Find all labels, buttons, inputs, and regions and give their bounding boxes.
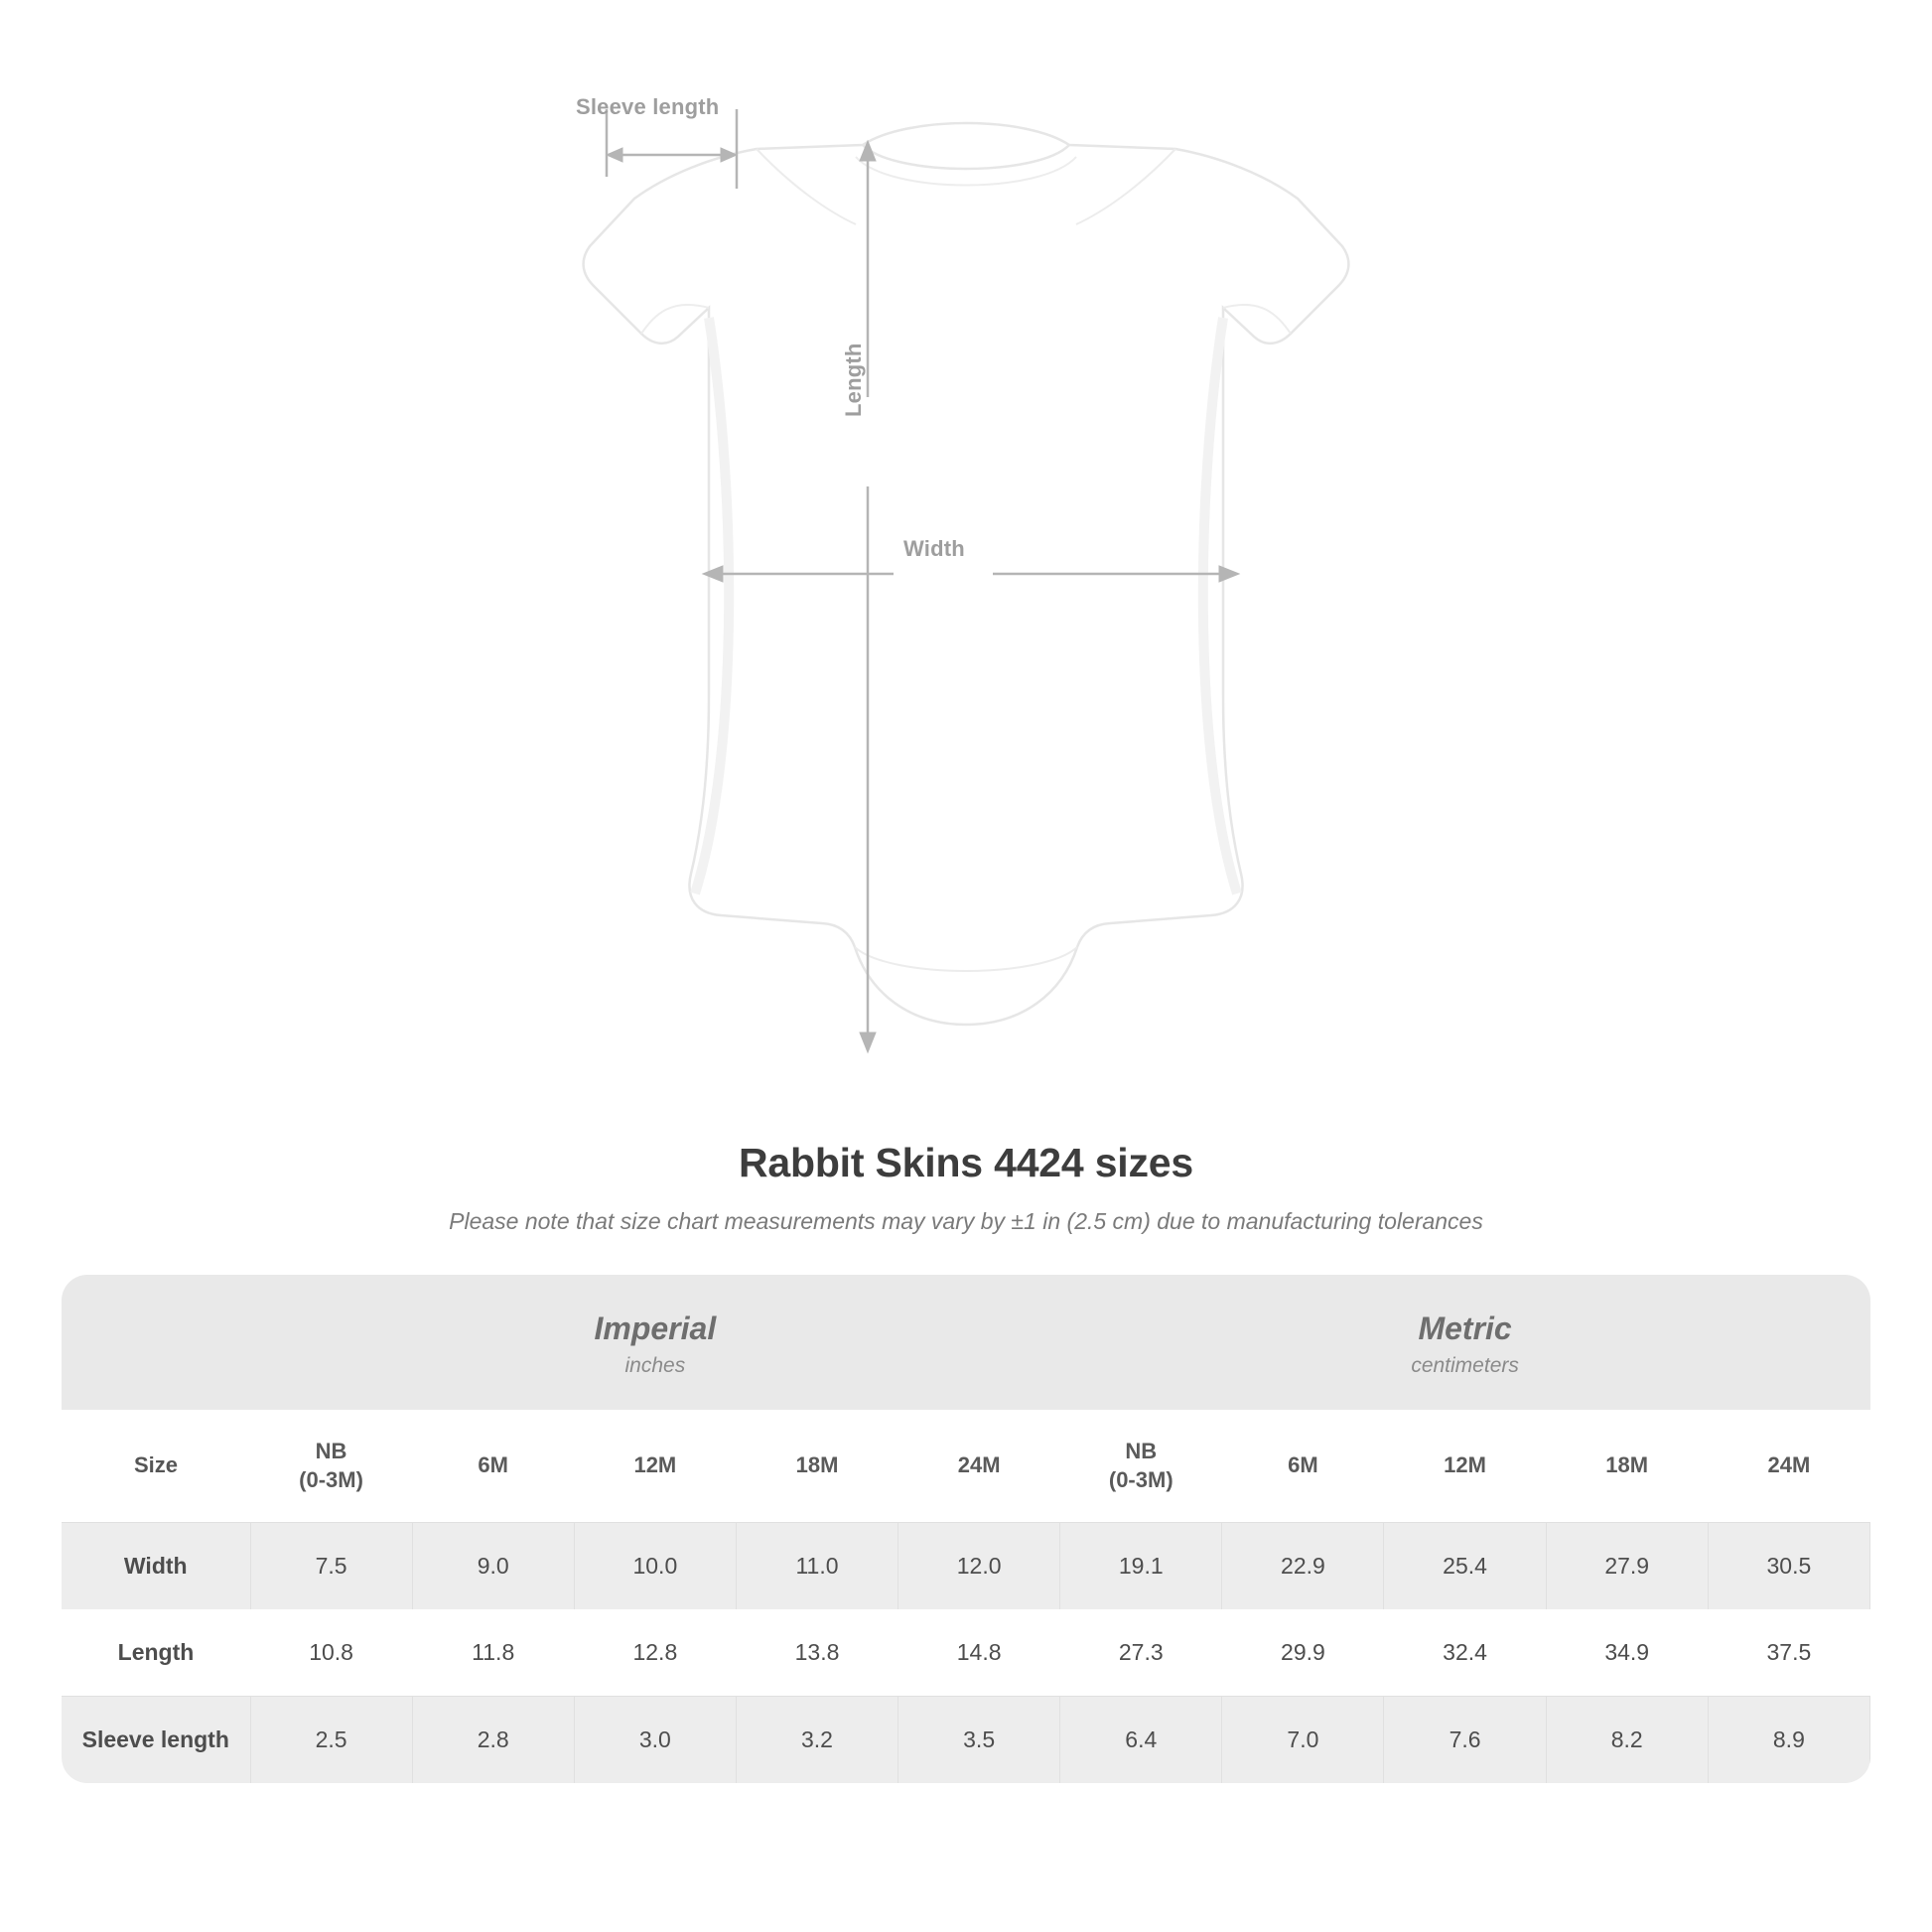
cell-width-imperial-6m: 9.0	[412, 1523, 574, 1610]
cell-length-metric-12m: 32.4	[1384, 1609, 1546, 1697]
cell-sleeve-imperial-6m: 2.8	[412, 1697, 574, 1784]
column-header-metric-nb	[1060, 1410, 1222, 1523]
column-header-line1: NB	[315, 1439, 347, 1463]
table-row	[62, 1697, 1870, 1784]
cell-sleeve-metric-24m: 8.9	[1708, 1697, 1869, 1784]
column-header-imperial-nb	[250, 1410, 412, 1523]
cell-length-imperial-6m: 11.8	[412, 1609, 574, 1697]
cell-width-imperial-18m: 11.0	[736, 1523, 897, 1610]
table-row	[62, 1609, 1870, 1697]
column-header-row	[62, 1410, 1870, 1523]
cell-length-imperial-nb: 10.8	[250, 1609, 412, 1697]
cell-sleeve-imperial-18m: 3.2	[736, 1697, 897, 1784]
cell-sleeve-metric-6m: 7.0	[1222, 1697, 1384, 1784]
width-label: Width	[903, 536, 965, 561]
cell-sleeve-imperial-12m: 3.0	[574, 1697, 736, 1784]
cell-width-imperial-nb: 7.5	[250, 1523, 412, 1610]
size-table-container	[62, 1275, 1870, 1783]
column-header-metric-18m: 18M	[1546, 1410, 1708, 1523]
cell-length-imperial-12m: 12.8	[574, 1609, 736, 1697]
unit-system-imperial	[250, 1275, 1060, 1410]
cell-sleeve-metric-18m: 8.2	[1546, 1697, 1708, 1784]
cell-length-imperial-24m: 14.8	[898, 1609, 1060, 1697]
cell-width-metric-12m: 25.4	[1384, 1523, 1546, 1610]
cell-length-metric-24m: 37.5	[1708, 1609, 1869, 1697]
column-header-imperial-24m: 24M	[898, 1410, 1060, 1523]
column-header-line2: (0-3M)	[1108, 1466, 1173, 1492]
unit-system-imperial-name: Imperial	[594, 1311, 717, 1346]
tolerance-note: Please note that size chart measurements may vary by ±1 in (2.5 cm) due to manufacturing tolerances	[449, 1208, 1483, 1234]
cell-width-metric-18m: 27.9	[1546, 1523, 1708, 1610]
column-header-line2: (0-3M)	[299, 1466, 363, 1492]
row-label-length: Length	[62, 1609, 250, 1697]
unit-system-row	[62, 1275, 1870, 1410]
cell-width-imperial-24m: 12.0	[898, 1523, 1060, 1610]
column-header-metric-12m: 12M	[1384, 1410, 1546, 1523]
cell-width-metric-24m: 30.5	[1708, 1523, 1869, 1610]
size-header-cell: Size	[62, 1410, 250, 1523]
cell-width-imperial-12m: 10.0	[574, 1523, 736, 1610]
column-header-imperial-12m: 12M	[574, 1410, 736, 1523]
row-label-sleeve-length: Sleeve length	[62, 1697, 250, 1784]
unit-system-metric	[1060, 1275, 1870, 1410]
cell-width-metric-nb: 19.1	[1060, 1523, 1222, 1610]
cell-sleeve-metric-nb: 6.4	[1060, 1697, 1222, 1784]
column-header-metric-24m: 24M	[1708, 1410, 1869, 1523]
unit-system-imperial-sub: inches	[624, 1354, 686, 1377]
title-block	[0, 1140, 1932, 1235]
cell-length-imperial-18m: 13.8	[736, 1609, 897, 1697]
cell-sleeve-imperial-nb: 2.5	[250, 1697, 412, 1784]
page-title: Rabbit Skins 4424 sizes	[738, 1140, 1193, 1185]
unit-system-metric-name: Metric	[1418, 1311, 1512, 1346]
cell-sleeve-imperial-24m: 3.5	[898, 1697, 1060, 1784]
unit-system-metric-sub: centimeters	[1411, 1354, 1519, 1377]
unit-row-spacer	[62, 1275, 250, 1410]
column-header-imperial-18m: 18M	[736, 1410, 897, 1523]
cell-sleeve-metric-12m: 7.6	[1384, 1697, 1546, 1784]
table-row	[62, 1523, 1870, 1610]
length-label: Length	[841, 343, 866, 417]
cell-length-metric-nb: 27.3	[1060, 1609, 1222, 1697]
cell-length-metric-6m: 29.9	[1222, 1609, 1384, 1697]
column-header-metric-6m: 6M	[1222, 1410, 1384, 1523]
cell-length-metric-18m: 34.9	[1546, 1609, 1708, 1697]
cell-width-metric-6m: 22.9	[1222, 1523, 1384, 1610]
row-label-width: Width	[62, 1523, 250, 1610]
column-header-imperial-6m: 6M	[412, 1410, 574, 1523]
sleeve-length-label: Sleeve length	[576, 94, 720, 119]
size-table	[62, 1275, 1870, 1783]
column-header-line1: NB	[1125, 1439, 1158, 1463]
